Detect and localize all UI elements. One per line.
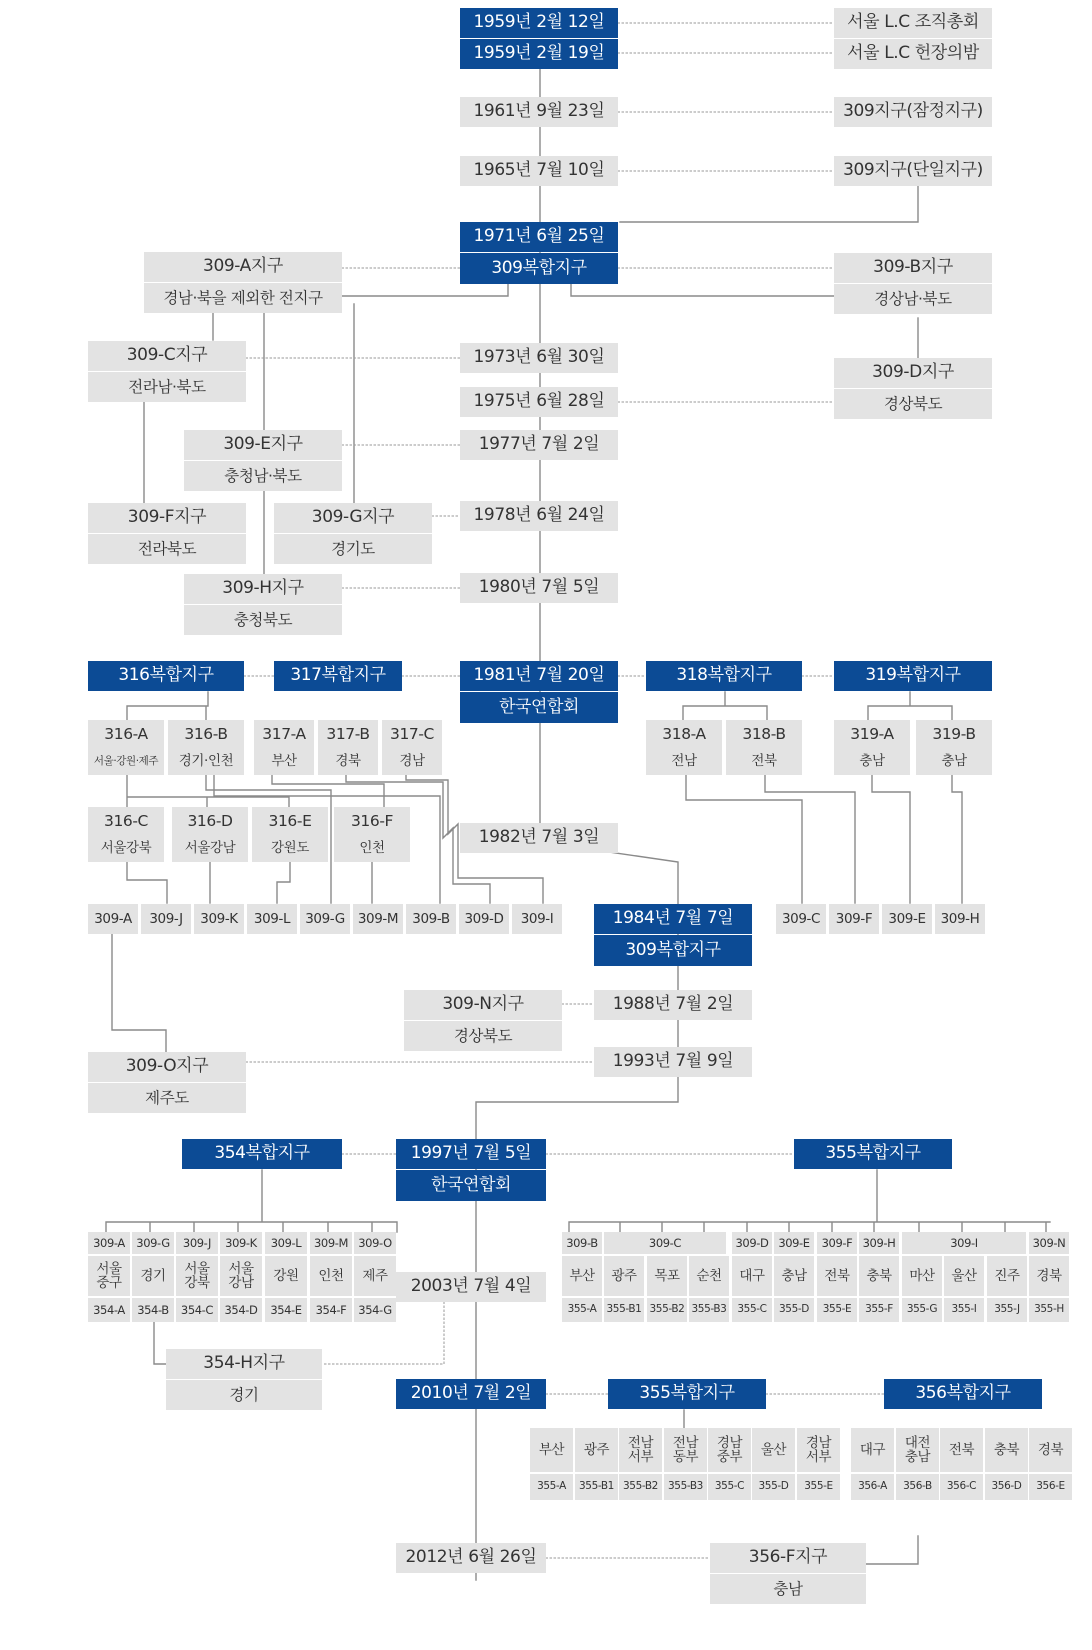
district-name: 충북 bbox=[859, 1256, 899, 1296]
district-code: 355-B1 bbox=[604, 1298, 644, 1322]
district-354-h: 354-H지구 bbox=[166, 1349, 322, 1379]
district-309-n: 309-N지구 bbox=[404, 990, 562, 1020]
district-name: 목포 bbox=[647, 1256, 687, 1296]
sub-district-code: 317-C bbox=[382, 720, 442, 748]
sub-district-area: 전북 bbox=[726, 748, 802, 775]
district-309-f: 309-F지구 bbox=[88, 503, 246, 533]
district-name: 울산 bbox=[752, 1428, 795, 1472]
district-code: 356-A bbox=[851, 1474, 894, 1500]
sub-district-code: 316-A bbox=[88, 720, 164, 748]
date-2010: 2010년 7월 2일 bbox=[396, 1379, 546, 1409]
district-309-a-area: 경남·북을 제외한 전지구 bbox=[144, 283, 342, 313]
district-code: 355-G bbox=[902, 1298, 942, 1322]
district-309-d-area: 경상북도 bbox=[834, 389, 992, 419]
multi-district-356: 356복합지구 bbox=[884, 1379, 1042, 1409]
event-seoul-lc-charter-night: 서울 L.C 헌장의밤 bbox=[834, 39, 992, 69]
sub-district-area: 전남 bbox=[646, 748, 722, 775]
district-code: 355-B1 bbox=[575, 1474, 618, 1500]
date-1973: 1973년 6월 30일 bbox=[460, 343, 618, 373]
district-code: 355-A bbox=[562, 1298, 602, 1322]
district-309-b-area: 경상남·북도 bbox=[834, 284, 992, 314]
date-2012: 2012년 6월 26일 bbox=[396, 1543, 546, 1573]
row-309-e: 309-E bbox=[882, 904, 932, 934]
district-code: 355-A bbox=[530, 1474, 573, 1500]
district-309-e: 309-E지구 bbox=[184, 430, 342, 460]
district-309-a: 309-A지구 bbox=[144, 252, 342, 282]
date-1978: 1978년 6월 24일 bbox=[460, 501, 618, 531]
district-code: 354-G bbox=[354, 1298, 396, 1322]
district-code: 356-B bbox=[896, 1474, 939, 1500]
district-code: 355-H bbox=[1029, 1298, 1069, 1322]
row-309-g: 309-G bbox=[300, 904, 350, 934]
date-1993: 1993년 7월 9일 bbox=[594, 1047, 752, 1077]
district-309-b: 309-B지구 bbox=[834, 253, 992, 283]
multi-district-319: 319복합지구 bbox=[834, 661, 992, 691]
district-code: 354-A bbox=[88, 1298, 130, 1322]
district-309-o: 309-O지구 bbox=[88, 1052, 246, 1082]
district-309-n-area: 경상북도 bbox=[404, 1021, 562, 1051]
district-name: 전북 bbox=[817, 1256, 857, 1296]
district-name: 제주 bbox=[354, 1256, 396, 1296]
district-309-c: 309-C지구 bbox=[88, 341, 246, 371]
district-name: 전남 동부 bbox=[664, 1428, 707, 1472]
row-309-h: 309-H bbox=[935, 904, 985, 934]
sub-district-area: 경북 bbox=[318, 748, 378, 775]
district-code: 355-B2 bbox=[619, 1474, 662, 1500]
district-code: 355-D bbox=[752, 1474, 795, 1500]
sub-district-code: 316-D bbox=[172, 807, 248, 835]
district-code: 354-F bbox=[310, 1298, 352, 1322]
district-309-o-area: 제주도 bbox=[88, 1083, 246, 1113]
old-district-code: 309-M bbox=[310, 1232, 352, 1254]
district-code: 354-D bbox=[220, 1298, 262, 1322]
sub-district-code: 317-B bbox=[318, 720, 378, 748]
old-district-code: 309-H bbox=[859, 1232, 899, 1254]
old-district-code: 309-F bbox=[817, 1232, 857, 1254]
old-district-code: 309-J bbox=[176, 1232, 218, 1254]
multi-district-309-1984: 309복합지구 bbox=[594, 935, 752, 966]
district-309-f-area: 전라북도 bbox=[88, 534, 246, 564]
multi-district-316: 316복합지구 bbox=[88, 661, 244, 691]
row-309-d: 309-D bbox=[459, 904, 509, 934]
district-name: 서울 중구 bbox=[88, 1256, 130, 1296]
district-name: 충북 bbox=[985, 1428, 1028, 1472]
district-name: 대구 bbox=[732, 1256, 772, 1296]
district-code: 355-E bbox=[797, 1474, 840, 1500]
district-name: 진주 bbox=[987, 1256, 1027, 1296]
multi-district-355-1997: 355복합지구 bbox=[794, 1139, 952, 1169]
sub-district-area: 서울강남 bbox=[172, 835, 248, 862]
district-code: 355-B3 bbox=[689, 1298, 729, 1322]
row-309-l: 309-L bbox=[247, 904, 297, 934]
event-309-single: 309지구(단일지구) bbox=[834, 156, 992, 186]
date-1982: 1982년 7월 3일 bbox=[460, 823, 618, 853]
multi-district-317: 317복합지구 bbox=[274, 661, 402, 691]
old-district-code: 309-I bbox=[902, 1232, 1026, 1254]
sub-district-code: 318-A bbox=[646, 720, 722, 748]
old-district-code: 309-O bbox=[354, 1232, 396, 1254]
district-354-h-area: 경기 bbox=[166, 1380, 322, 1410]
district-name: 부산 bbox=[530, 1428, 573, 1472]
row-309-a: 309-A bbox=[88, 904, 138, 934]
district-356-f-area: 충남 bbox=[710, 1574, 866, 1604]
district-code: 356-D bbox=[985, 1474, 1028, 1500]
district-code: 355-B2 bbox=[647, 1298, 687, 1322]
date-1959-02-19: 1959년 2월 19일 bbox=[460, 39, 618, 69]
multi-district-355-2010: 355복합지구 bbox=[608, 1379, 766, 1409]
sub-district-area: 인천 bbox=[334, 835, 410, 862]
district-name: 광주 bbox=[575, 1428, 618, 1472]
district-309-e-area: 충청남·북도 bbox=[184, 461, 342, 491]
row-309-k: 309-K bbox=[194, 904, 244, 934]
district-code: 354-B bbox=[132, 1298, 174, 1322]
old-district-code: 309-G bbox=[132, 1232, 174, 1254]
old-district-code: 309-D bbox=[732, 1232, 772, 1254]
district-name: 인천 bbox=[310, 1256, 352, 1296]
date-1988: 1988년 7월 2일 bbox=[594, 990, 752, 1020]
district-code: 356-C bbox=[940, 1474, 983, 1500]
row-309-i: 309-I bbox=[512, 904, 562, 934]
date-1959-02-12: 1959년 2월 12일 bbox=[460, 8, 618, 38]
district-name: 마산 bbox=[902, 1256, 942, 1296]
sub-district-code: 318-B bbox=[726, 720, 802, 748]
old-district-code: 309-N bbox=[1029, 1232, 1069, 1254]
sub-district-area: 경남 bbox=[382, 748, 442, 775]
district-name: 순천 bbox=[689, 1256, 729, 1296]
district-code: 355-C bbox=[732, 1298, 772, 1322]
date-1977: 1977년 7월 2일 bbox=[460, 430, 618, 460]
sub-district-area: 서울강북 bbox=[88, 835, 164, 862]
district-code: 355-B3 bbox=[664, 1474, 707, 1500]
sub-district-code: 316-B bbox=[168, 720, 244, 748]
district-name: 서울 강남 bbox=[220, 1256, 262, 1296]
date-1961: 1961년 9월 23일 bbox=[460, 97, 618, 127]
old-district-code: 309-E bbox=[774, 1232, 814, 1254]
old-district-code: 309-L bbox=[265, 1232, 307, 1254]
date-1997: 1997년 7월 5일 bbox=[396, 1139, 546, 1169]
korea-federation-1981: 한국연합회 bbox=[460, 692, 618, 723]
district-code: 355-J bbox=[987, 1298, 1027, 1322]
event-seoul-lc-founding: 서울 L.C 조직총회 bbox=[834, 8, 992, 38]
event-309-provisional: 309지구(잠정지구) bbox=[834, 97, 992, 127]
district-356-f: 356-F지구 bbox=[710, 1543, 866, 1573]
korea-federation-1997: 한국연합회 bbox=[396, 1170, 546, 1201]
row-309-j: 309-J bbox=[141, 904, 191, 934]
district-name: 충남 bbox=[774, 1256, 814, 1296]
multi-district-354: 354복합지구 bbox=[182, 1139, 342, 1169]
district-name: 경남 중부 bbox=[708, 1428, 751, 1472]
district-309-g-area: 경기도 bbox=[274, 534, 432, 564]
old-district-code: 309-A bbox=[88, 1232, 130, 1254]
district-code: 355-C bbox=[708, 1474, 751, 1500]
district-code: 355-D bbox=[774, 1298, 814, 1322]
district-309-g: 309-G지구 bbox=[274, 503, 432, 533]
district-309-h: 309-H지구 bbox=[184, 574, 342, 604]
district-name: 대구 bbox=[851, 1428, 894, 1472]
sub-district-area: 부산 bbox=[254, 748, 314, 775]
multi-district-318: 318복합지구 bbox=[646, 661, 802, 691]
sub-district-area: 경기·인천 bbox=[168, 748, 244, 775]
district-name: 울산 bbox=[944, 1256, 984, 1296]
sub-district-area: 서울·강원·제주 bbox=[88, 748, 164, 775]
old-district-code: 309-K bbox=[220, 1232, 262, 1254]
district-code: 355-E bbox=[817, 1298, 857, 1322]
district-name: 전북 bbox=[940, 1428, 983, 1472]
district-code: 355-F bbox=[859, 1298, 899, 1322]
sub-district-area: 충남 bbox=[834, 748, 910, 775]
row-309-m: 309-M bbox=[353, 904, 403, 934]
district-name: 경북 bbox=[1029, 1256, 1069, 1296]
district-309-h-area: 충청북도 bbox=[184, 605, 342, 635]
old-district-code: 309-B bbox=[562, 1232, 602, 1254]
district-309-d: 309-D지구 bbox=[834, 358, 992, 388]
district-name: 경북 bbox=[1029, 1428, 1072, 1472]
sub-district-area: 충남 bbox=[916, 748, 992, 775]
sub-district-code: 319-A bbox=[834, 720, 910, 748]
row-309-c: 309-C bbox=[776, 904, 826, 934]
district-name: 경남 서부 bbox=[797, 1428, 840, 1472]
district-name: 광주 bbox=[604, 1256, 644, 1296]
date-1984: 1984년 7월 7일 bbox=[594, 904, 752, 934]
district-309-c-area: 전라남·북도 bbox=[88, 372, 246, 402]
date-1975: 1975년 6월 28일 bbox=[460, 387, 618, 417]
district-code: 354-E bbox=[265, 1298, 307, 1322]
date-1965: 1965년 7월 10일 bbox=[460, 156, 618, 186]
date-1981: 1981년 7월 20일 bbox=[460, 661, 618, 691]
row-309-f: 309-F bbox=[829, 904, 879, 934]
sub-district-area: 강원도 bbox=[252, 835, 328, 862]
sub-district-code: 316-E bbox=[252, 807, 328, 835]
district-name: 부산 bbox=[562, 1256, 602, 1296]
row-309-b: 309-B bbox=[406, 904, 456, 934]
sub-district-code: 316-C bbox=[88, 807, 164, 835]
date-1971: 1971년 6월 25일 bbox=[460, 222, 618, 252]
district-name: 경기 bbox=[132, 1256, 174, 1296]
district-name: 대전 충남 bbox=[896, 1428, 939, 1472]
date-1980: 1980년 7월 5일 bbox=[460, 573, 618, 603]
district-code: 354-C bbox=[176, 1298, 218, 1322]
district-code: 356-E bbox=[1029, 1474, 1072, 1500]
old-district-code: 309-C bbox=[604, 1232, 726, 1254]
district-code: 355-I bbox=[944, 1298, 984, 1322]
sub-district-code: 319-B bbox=[916, 720, 992, 748]
district-name: 서울 강북 bbox=[176, 1256, 218, 1296]
sub-district-code: 316-F bbox=[334, 807, 410, 835]
sub-district-code: 317-A bbox=[254, 720, 314, 748]
date-2003: 2003년 7월 4일 bbox=[396, 1272, 546, 1302]
district-name: 전남 서부 bbox=[619, 1428, 662, 1472]
multi-district-309-1971: 309복합지구 bbox=[460, 253, 618, 284]
district-name: 강원 bbox=[265, 1256, 307, 1296]
